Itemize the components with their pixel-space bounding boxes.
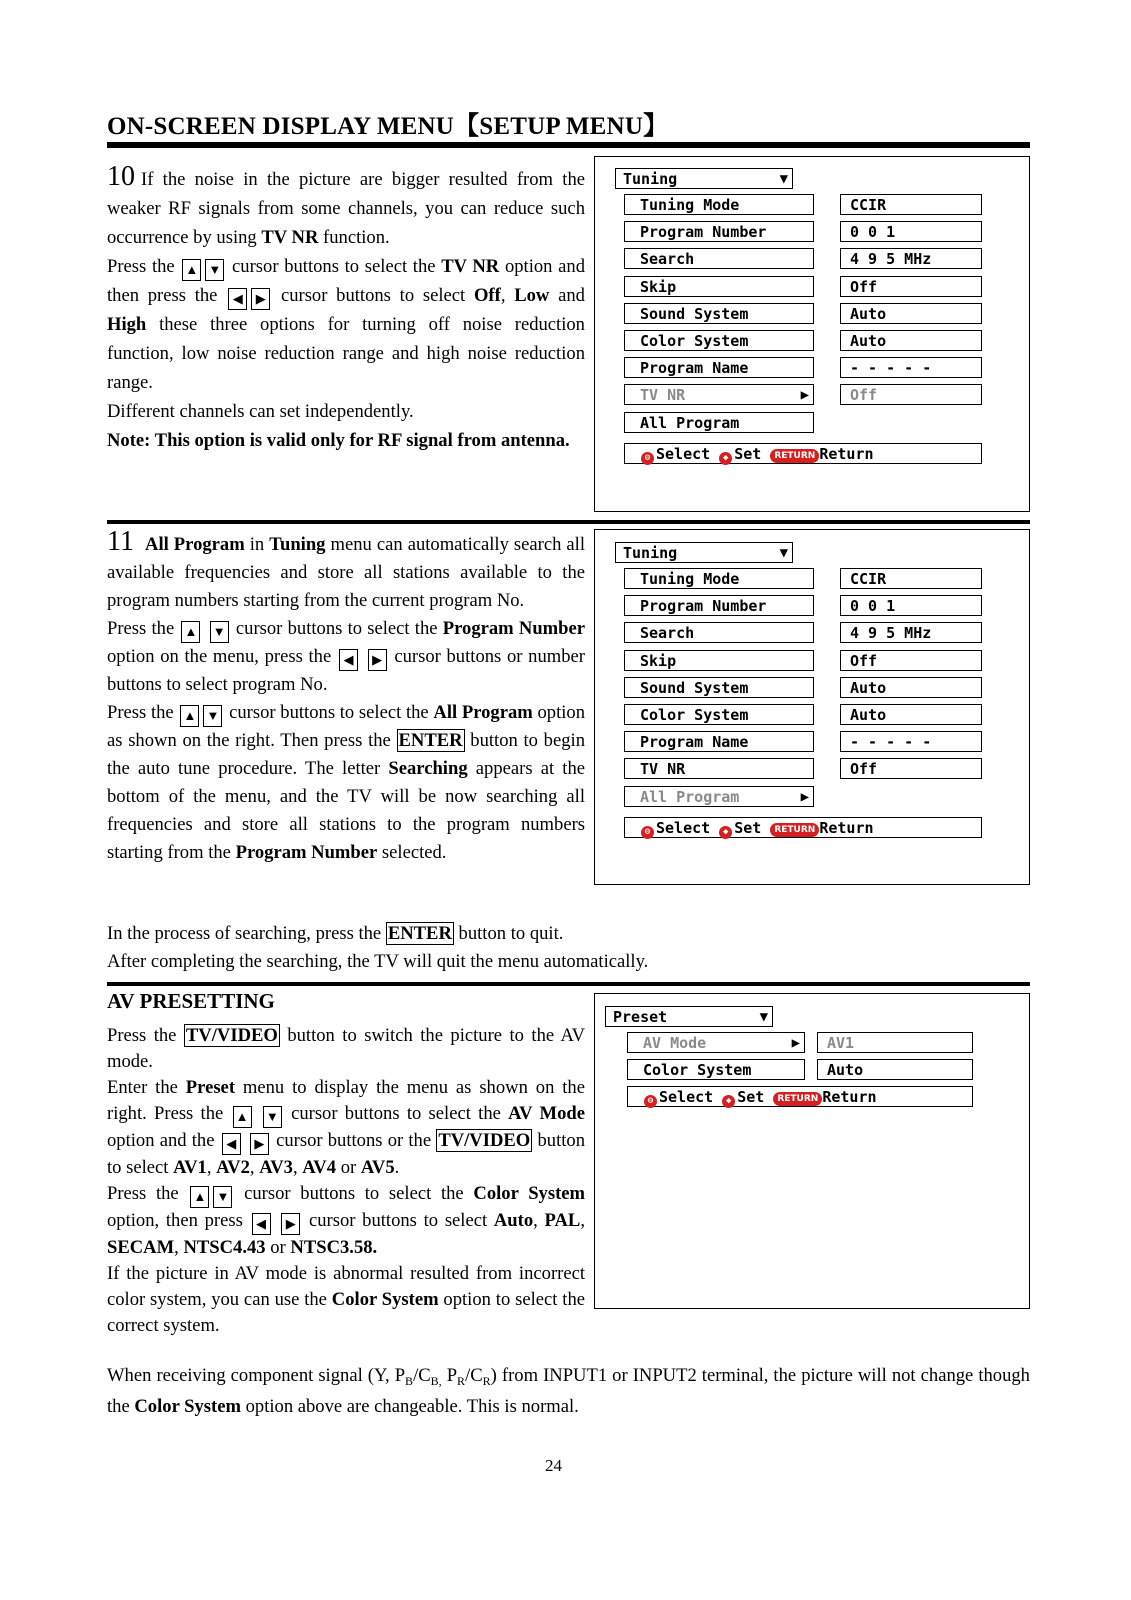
page-number: 24 [545,1456,562,1475]
osd-footer: ⊖ Select ◆ Set RETURN Return [624,817,982,838]
osd-menu-value: - - - - - [840,357,982,378]
component-signal-note: When receiving component signal (Y, $P_B/C_{B,}$ $P_R/C_R$) from INPUT1 or INPUT2 terminal, the picture will not change though the Color System option above are changeable. This is normal. [107,1365,1030,1417]
osd-menu-item: Program Number [624,595,814,616]
select-icon: ⊖ [644,1095,657,1108]
enter-key: ENTER [387,923,452,944]
osd-menu-value: 0 0 1 [840,221,982,242]
osd-menu-header: Tuning ▼ [615,168,793,189]
up-arrow-icon: ▲ [182,259,201,281]
select-icon: ⊖ [641,826,654,839]
page-title: ON-SCREEN DISPLAY MENU【SETUP MENU】 [107,113,669,140]
tv-video-key: TV/VIDEO [185,1025,278,1046]
section-rule [107,982,1030,986]
section-number: 10 [107,161,135,192]
up-arrow-icon: ▲ [181,621,200,643]
osd-menu-value: - - - - - [840,731,982,752]
osd-menu-item: Search [624,622,814,643]
osd-menu-value: CCIR [840,194,982,215]
tv-video-key: TV/VIDEO [438,1130,531,1151]
osd-menu-item: TV NR ▶ [624,384,814,405]
osd-menu-item: TV NR [624,758,814,779]
osd-menu-item: Skip [624,650,814,671]
osd-menu-value: Off [840,276,982,297]
up-arrow-icon: ▲ [180,705,199,727]
osd-menu-value: Off [840,650,982,671]
osd-menu-item: AV Mode ▶ [627,1032,805,1053]
osd-menu-header: Tuning ▼ [615,542,793,563]
osd-menu-item: Program Number [624,221,814,242]
dropdown-arrow-icon: ▼ [759,1009,768,1025]
osd-menu-item: Search [624,248,814,269]
down-arrow-icon: ▼ [213,1186,232,1208]
osd-menu-value: Off [840,384,982,405]
osd-menu-value: Auto [840,704,982,725]
submenu-arrow-icon: ▶ [800,788,809,805]
dropdown-arrow-icon: ▼ [779,545,788,561]
set-icon: ◆ [719,826,732,839]
osd-menu-value: 4 9 5 MHz [840,622,982,643]
osd-menu-item: Skip [624,276,814,297]
osd-menu-item: Color System [624,330,814,351]
return-icon: RETURN [773,1092,822,1106]
osd-menu-value: Auto [840,303,982,324]
right-arrow-icon: ▶ [368,649,387,671]
section-11-tail: In the process of searching, press the ENTER button to quit. After completing the searching, the TV will quit the menu automatically. [107,923,649,972]
osd-menu-item: Program Name [624,731,814,752]
osd-menu-item: Color System [624,704,814,725]
left-arrow-icon: ◀ [252,1213,271,1235]
right-arrow-icon: ▶ [281,1213,300,1235]
down-arrow-icon: ▼ [205,259,224,281]
right-arrow-icon: ▶ [251,288,270,310]
av-presetting-heading: AV PRESETTING [107,989,275,1013]
up-arrow-icon: ▲ [233,1106,252,1128]
left-arrow-icon: ◀ [222,1133,241,1155]
dropdown-arrow-icon: ▼ [779,171,788,187]
osd-footer: ⊖ Select ◆ Set RETURN Return [624,443,982,464]
note: Note: This option is valid only for RF signal from antenna. [107,430,570,451]
submenu-arrow-icon: ▶ [791,1035,800,1051]
osd-menu-value: CCIR [840,568,982,589]
left-arrow-icon: ◀ [339,649,358,671]
section-10-text: 10 If the noise in the picture are bigger resulted from the weaker RF signals from some channels, you can reduce such occurrence by using TV NR function. Press the ▲ ▼ cursor buttons to select the TV NR option and then press the ◀ ▶ cursor buttons to select Off, Low and High these three options for turning off noise reduction function, low noise reduction range and high noise reduction range. Different channels can set independently. Note: This option is valid only for RF signal from antenna. [107,162,585,455]
title-rule [107,142,1030,148]
down-arrow-icon: ▼ [210,621,229,643]
osd-menu-value: 0 0 1 [840,595,982,616]
osd-menu-item: All Program [624,412,814,433]
osd-footer: ⊖ Select ◆ Set RETURN Return [627,1086,973,1107]
submenu-arrow-icon: ▶ [800,387,809,404]
select-icon: ⊖ [641,452,654,465]
right-arrow-icon: ▶ [250,1133,269,1155]
osd-menu-value: Auto [817,1059,973,1080]
osd-menu-value: Auto [840,677,982,698]
osd-menu-item: Tuning Mode [624,194,814,215]
osd-menu-item: Sound System [624,677,814,698]
osd-menu-value: Off [840,758,982,779]
osd-menu-value: AV1 [817,1032,973,1053]
return-icon: RETURN [770,449,819,463]
enter-key: ENTER [398,730,463,751]
return-icon: RETURN [770,823,819,837]
up-arrow-icon: ▲ [190,1186,209,1208]
osd-menu-value: Auto [840,330,982,351]
down-arrow-icon: ▼ [263,1106,282,1128]
down-arrow-icon: ▼ [203,705,222,727]
left-arrow-icon: ◀ [228,288,247,310]
osd-menu-header: Preset ▼ [605,1006,773,1027]
osd-menu-value: 4 9 5 MHz [840,248,982,269]
osd-menu-item: Sound System [624,303,814,324]
osd-menu-item: Tuning Mode [624,568,814,589]
set-icon: ◆ [719,452,732,465]
section-11-text: 11 All Program in Tuning menu can automatically search all available frequencies and store all stations available to the program numbers starting from the current program No. Press the ▲ ▼ cursor buttons to select the Program Number option on the menu, press the ◀ ▶ cursor buttons or number buttons to select program No. Press the ▲ ▼ cursor buttons to select the All Program option as shown on the right. Then press the ENTER button to begin the auto tune procedure. The letter Searching appears at the bottom of the menu, and the TV will be now searching all frequencies and store all stations to the program numbers starting from the Program Number selected. [107,526,586,863]
section-rule [107,520,1030,524]
av-presetting-text: Press the TV/VIDEO button to switch the picture to the AV mode. Enter the Preset menu to display the menu as shown on the right. Press the ▲ ▼ cursor buttons to select the AV Mode option and the ◀ ▶ cursor buttons or the TV/VIDEO button to select AV1, AV2, AV3, AV4 or AV5. Press the ▲ ▼ cursor buttons to select the Color System option, then press ◀ ▶ cursor buttons to select Auto, PAL, SECAM, NTSC4.43 or NTSC3.58. If the picture in AV mode is abnormal resulted from incorrect color system, you can use the Color System option to select the correct system. [107,1025,586,1336]
set-icon: ◆ [722,1095,735,1108]
osd-menu-item: All Program ▶ [624,786,814,807]
osd-menu-item: Color System [627,1059,805,1080]
osd-menu-item: Program Name [624,357,814,378]
